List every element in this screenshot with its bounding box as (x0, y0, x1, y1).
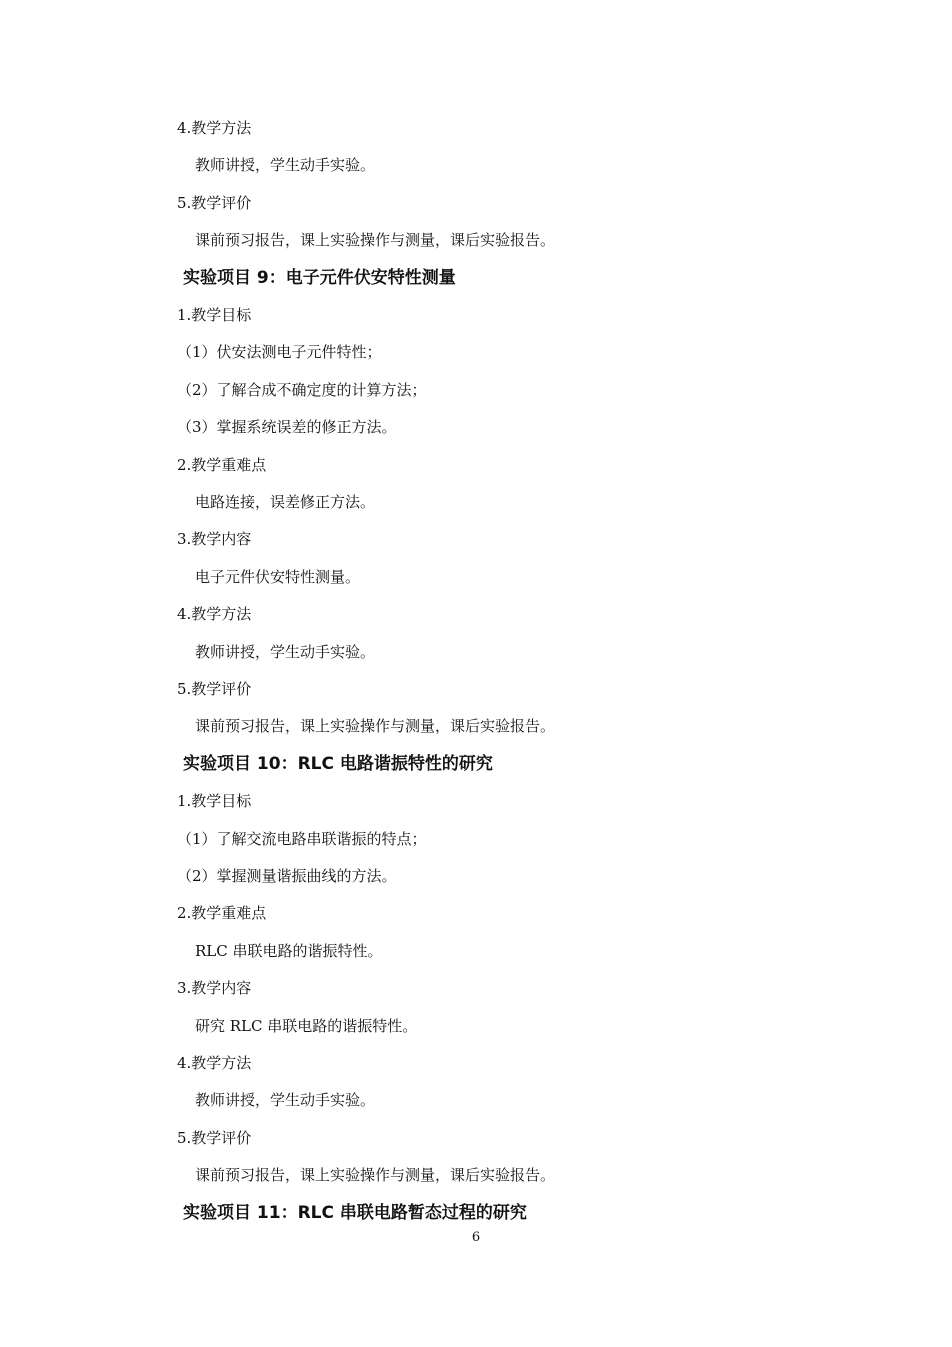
list-item: （2）掌握测量谐振曲线的方法。 (177, 867, 397, 885)
list-item: （1）了解交流电路串联谐振的特点； (177, 829, 427, 848)
subsection-title: 2.教学重难点 (177, 455, 267, 474)
body-text: 课前预习报告，课上实验操作与测量，课后实验报告。 (195, 1166, 556, 1185)
subsection-title: 3.教学内容 (177, 530, 252, 549)
body-text: 教师讲授，学生动手实验。 (195, 1091, 376, 1110)
subsection-title: 5.教学评价 (177, 680, 252, 698)
subsection-title: 4.教学方法 (177, 605, 252, 624)
subsection-title: 5.教学评价 (177, 1128, 252, 1147)
subsection-title: 4.教学方法 (177, 119, 252, 137)
subsection-title: 3.教学内容 (177, 979, 252, 998)
body-text: 教师讲授，学生动手实验。 (195, 642, 376, 661)
section-heading: 实验项目 9：电子元件伏安特性测量 (183, 267, 456, 288)
body-text: 研究 RLC 串联电路的谐振特性。 (195, 1016, 418, 1035)
body-text: 教师讲授，学生动手实验。 (195, 156, 376, 175)
body-text: 电路连接，误差修正方法。 (195, 493, 376, 511)
body-text: 电子元件伏安特性测量。 (195, 567, 361, 586)
subsection-title: 1.教学目标 (177, 792, 252, 811)
body-text: RLC 串联电路的谐振特性。 (195, 941, 383, 960)
subsection-title: 2.教学重难点 (177, 904, 267, 923)
list-item: （1）伏安法测电子元件特性； (177, 343, 382, 362)
section-heading: 实验项目 11：RLC 串联电路暂态过程的研究 (183, 1202, 527, 1223)
list-item: （3）掌握系统误差的修正方法。 (177, 418, 397, 437)
page-number: 6 (471, 1230, 481, 1245)
section-heading: 实验项目 10：RLC 电路谐振特性的研究 (183, 753, 493, 774)
body-text: 课前预习报告，课上实验操作与测量，课后实验报告。 (195, 231, 556, 250)
subsection-title: 5.教学评价 (177, 193, 252, 212)
body-text: 课前预习报告，课上实验操作与测量，课后实验报告。 (195, 717, 556, 736)
list-item: （2）了解合成不确定度的计算方法； (177, 380, 427, 399)
subsection-title: 1.教学目标 (177, 306, 252, 324)
subsection-title: 4.教学方法 (177, 1054, 252, 1072)
